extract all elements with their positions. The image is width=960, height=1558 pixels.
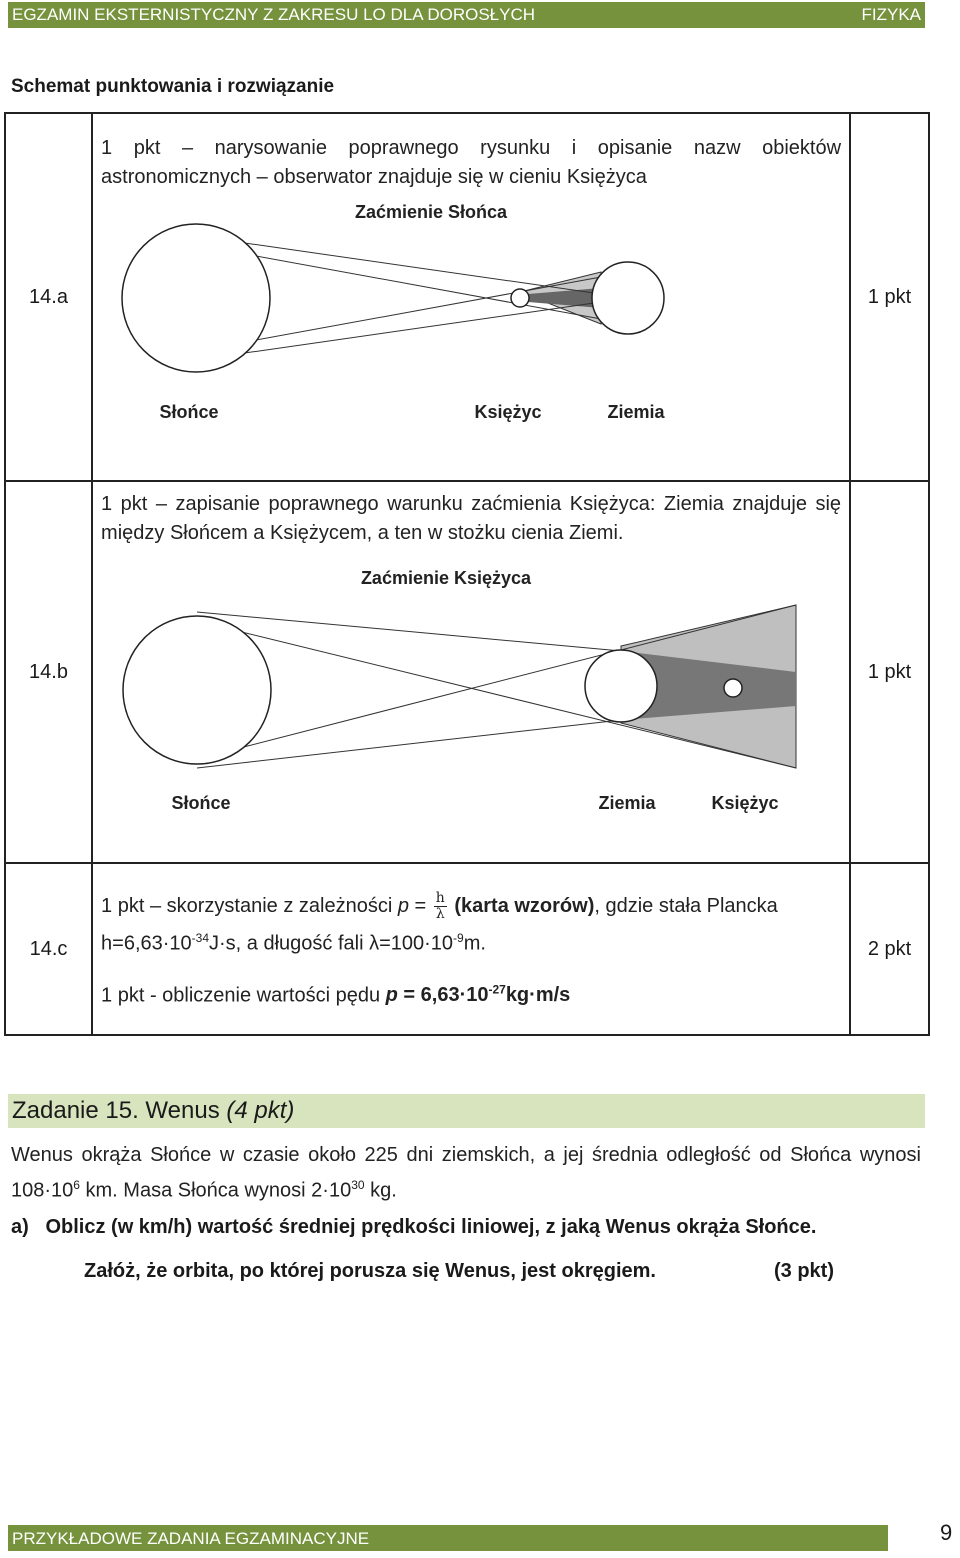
task-number: 14.b <box>5 481 92 863</box>
label-moon: Księżyc <box>711 793 779 813</box>
sun-circle <box>123 616 271 764</box>
moon-circle <box>724 679 742 697</box>
diagram-title: Zaćmienie Księżyca <box>360 568 532 588</box>
task-text: Wenus okrąża Słońce w czasie około 225 dni ziemskich, a jej średnia odległość od Słońca wynosi $108\cdot 10^6$ km. Masa Słońca wynosi $2\cdot 10^{30}$ kg. <box>11 1144 921 1202</box>
fraction-h-lambda: $\frac{h}{\lambda}$ <box>435 889 445 922</box>
task-number: 14.c <box>5 863 92 1035</box>
criterion-line-2: $h=6,63\cdot 10^{-34}J\cdot s$, a długość fali $\lambda=100\cdot 10^{-9}m$. <box>101 930 486 955</box>
label-moon: Księżyc <box>474 402 542 422</box>
header-subject: FIZYKA <box>861 5 921 24</box>
footer-text: PRZYKŁADOWE ZADANIA EGZAMINACYJNE <box>12 1529 370 1548</box>
label-sun: Słońce <box>171 793 231 813</box>
moon-circle <box>511 289 529 307</box>
page-number: 9 <box>940 1520 953 1545</box>
points: 2 pkt <box>850 863 929 1035</box>
earth-circle <box>585 650 657 722</box>
question-a: a) Oblicz (w km/h) wartość średniej prędkości liniowej, z jaką Wenus okrąża Słońce. <box>11 1216 817 1238</box>
lunar-eclipse-diagram <box>101 548 841 848</box>
criterion-line-1: 1 pkt – skorzystanie z zależności p = $\frac{h}{\lambda}$ (karta wzorów), gdzie stała Plancka <box>101 889 778 922</box>
header-bar <box>8 2 925 28</box>
table-row <box>5 113 929 481</box>
table-row <box>5 481 929 863</box>
footer-bar <box>8 1525 888 1551</box>
scoring-table <box>4 112 930 1036</box>
task-header <box>8 1094 925 1128</box>
label-earth: Ziemia <box>607 402 665 422</box>
question-assumption: Załóż, że orbita, po której porusza się Wenus, jest okręgiem. <box>84 1260 656 1282</box>
diagram-title: Zaćmienie Słońca <box>355 202 508 222</box>
sun-circle <box>122 224 270 372</box>
section-heading: Schemat punktowania i rozwiązanie <box>11 76 335 97</box>
label-sun: Słońce <box>159 402 219 422</box>
task-number: 14.a <box>5 113 92 481</box>
criterion-line-3: 1 pkt - obliczenie wartości pędu $p = 6,63\cdot 10^{-27}kg\cdot m/s$ <box>101 982 571 1007</box>
earth-circle <box>592 262 664 334</box>
points: 1 pkt <box>850 481 929 863</box>
task-title: Zadanie 15. Wenus (4 pkt) <box>12 1097 295 1124</box>
table-row <box>5 863 929 1035</box>
points: 1 pkt <box>850 113 929 481</box>
criterion-text: 1 pkt – narysowanie poprawnego rysunku i opisanie nazw obiektów astronomicznych – obserwator znajduje się w cieniu Księżyca <box>101 137 842 188</box>
question-points: (3 pkt) <box>774 1260 834 1282</box>
label-earth: Ziemia <box>598 793 656 813</box>
header-title: EGZAMIN EKSTERNISTYCZNY Z ZAKRESU LO DLA DOROSŁYCH <box>12 5 536 24</box>
solar-eclipse-diagram <box>101 192 841 452</box>
criterion-text: 1 pkt – zapisanie poprawnego warunku zaćmienia Księżyca: Ziemia znajduje się między Słońcem a Księżycem, a ten w stożku cienia Ziemi. <box>101 493 842 544</box>
